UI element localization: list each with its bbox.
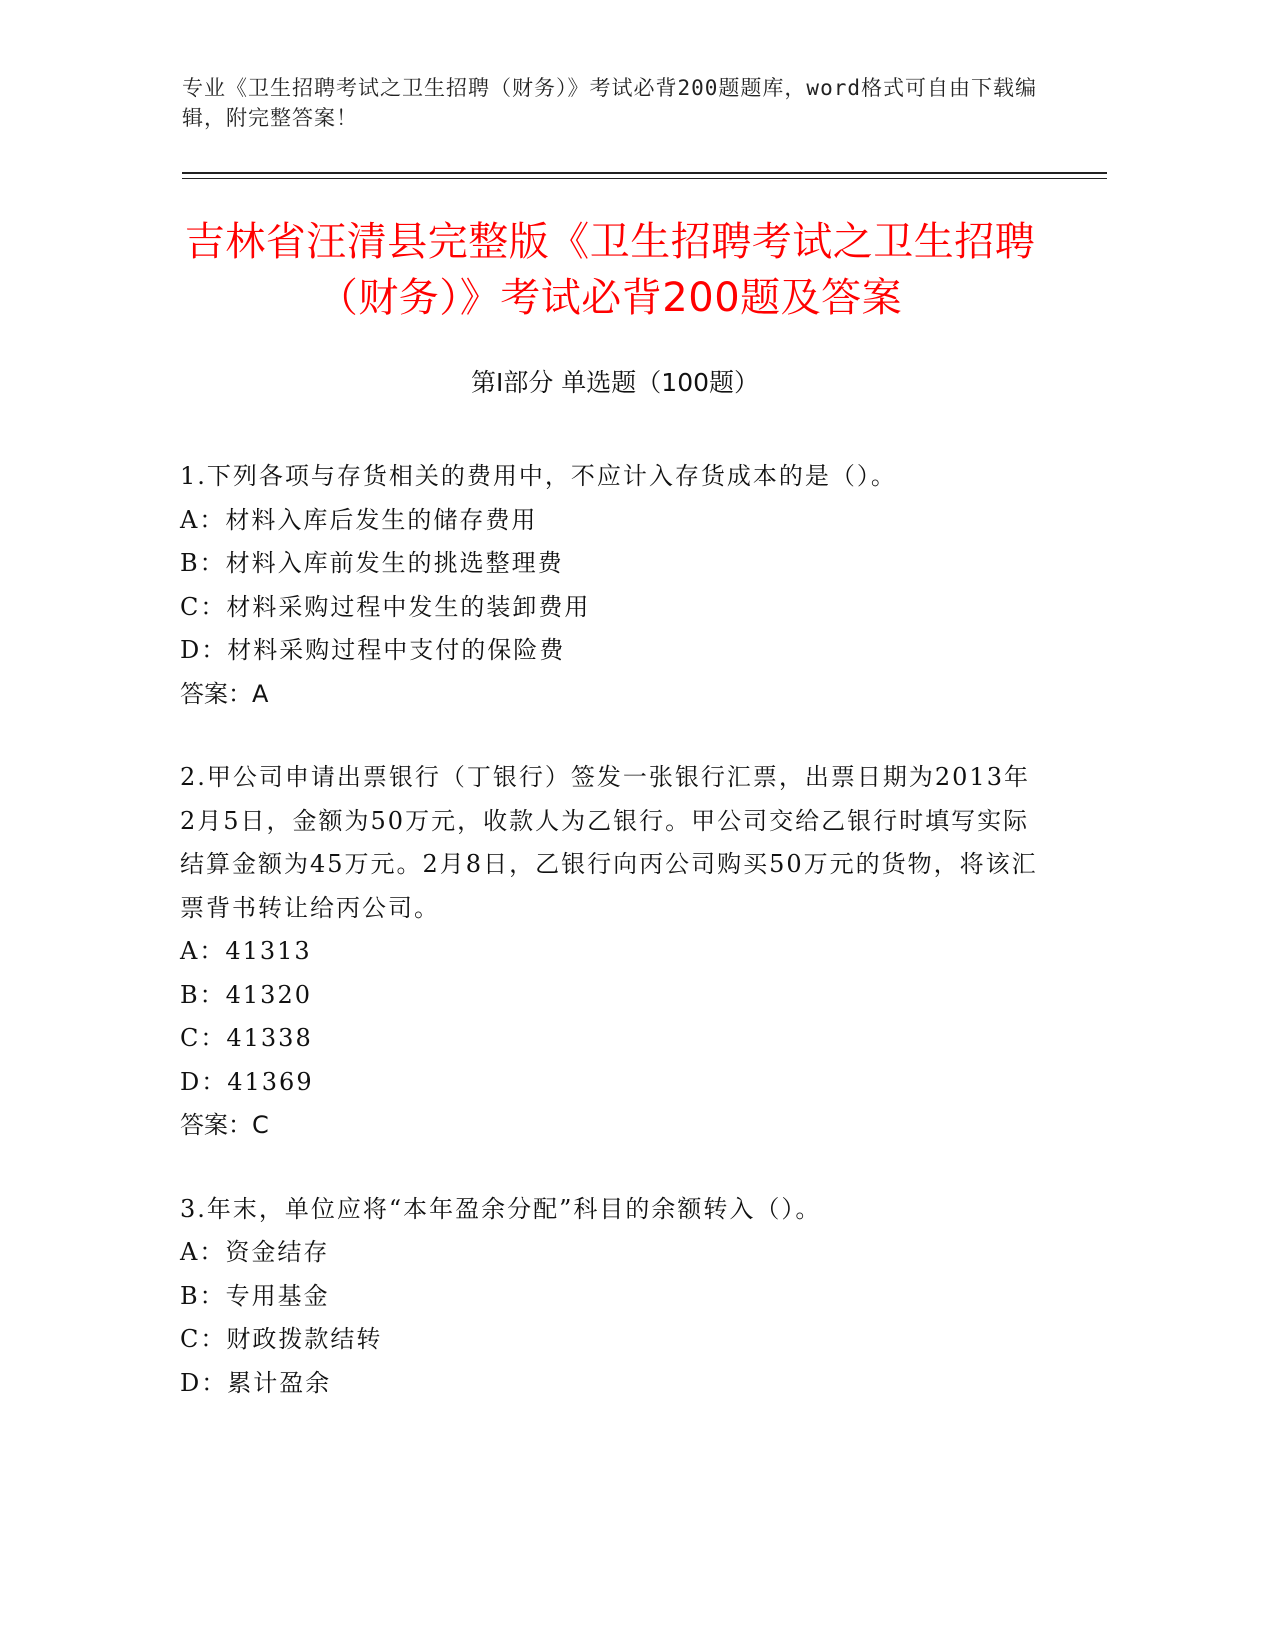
option-c: C：财政拨款结转 <box>180 1325 383 1353</box>
answer-line: 答案：A <box>180 679 269 708</box>
question-2 <box>180 756 1040 1148</box>
question-stem: 2.甲公司申请出票银行（丁银行）签发一张银行汇票，出票日期为2013年2月5日，金额为50万元，收款人为乙银行。甲公司交给乙银行时填写实际结算金额为45万元。2月8日，乙银行向丙公司购买50万元的货物，将该汇票背书转让给丙公司。 <box>180 763 1038 922</box>
header-divider-thin <box>182 178 1107 179</box>
option-c: C：材料采购过程中发生的装卸费用 <box>180 592 591 621</box>
option-a: A：材料入库后发生的储存费用 <box>180 505 538 534</box>
question-list <box>180 455 1040 1445</box>
option-d: D：41369 <box>180 1067 314 1096</box>
question-3 <box>180 1188 1040 1406</box>
option-b: B：41320 <box>180 980 312 1009</box>
option-b: B：专用基金 <box>180 1281 330 1310</box>
section-heading: 第Ⅰ部分 单选题（100题） <box>470 368 760 397</box>
option-c: C：41338 <box>180 1024 313 1052</box>
question-stem: 3.年末，单位应将“本年盈余分配”科目的余额转入（）。 <box>180 1194 822 1223</box>
question-1 <box>180 455 1040 716</box>
header-divider-thick <box>182 172 1107 174</box>
question-stem: 1.下列各项与存货相关的费用中，不应计入存货成本的是（）。 <box>180 462 897 490</box>
answer-line: 答案：C <box>180 1111 269 1139</box>
header-note: 专业《卫生招聘考试之卫生招聘（财务）》考试必背200题题库，word格式可自由下载编辑，附完整答案！ <box>182 76 1037 130</box>
option-b: B：材料入库前发生的挑选整理费 <box>180 549 564 577</box>
option-d: D：材料采购过程中支付的保险费 <box>180 636 566 664</box>
document-title: 吉林省汪清县完整版《卫生招聘考试之卫生招聘（财务）》考试必背200题及答案 <box>184 219 1036 321</box>
option-d: D：累计盈余 <box>180 1368 332 1397</box>
option-a: A：41313 <box>180 937 312 965</box>
option-a: A：资金结存 <box>180 1238 330 1266</box>
